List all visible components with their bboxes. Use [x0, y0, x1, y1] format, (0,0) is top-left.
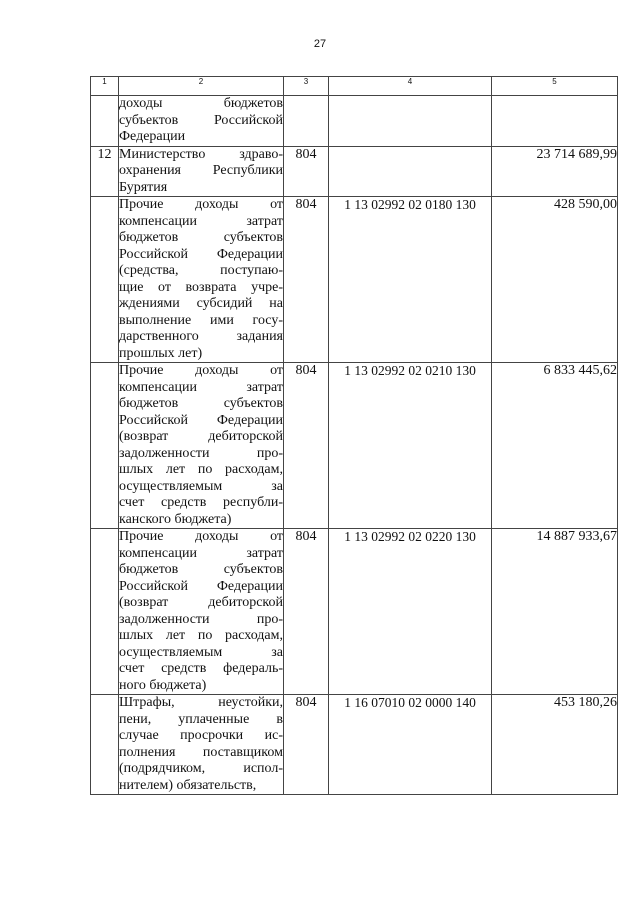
- income-name-cell: [119, 96, 284, 147]
- income-name-line: Бурятия: [119, 179, 168, 195]
- income-name-cell: [119, 197, 284, 363]
- income-name-line: Прочие доходы от: [119, 363, 283, 378]
- income-name-cell: [119, 695, 284, 795]
- table-row: [91, 146, 618, 197]
- income-name-line: Министерство здраво-: [119, 146, 283, 162]
- row-number-cell: [91, 529, 119, 695]
- income-name-line: ждениями субсидий на: [119, 296, 283, 311]
- row-number-cell: [91, 96, 119, 147]
- income-name-line: компенсации затрат: [119, 545, 283, 561]
- column-number-3: 3: [284, 77, 329, 96]
- income-name-line: (средства, поступаю-: [119, 263, 283, 278]
- income-name-line: компенсации затрат: [119, 379, 283, 395]
- budget-table: [90, 76, 618, 795]
- amount-cell: 428 590,00: [492, 197, 618, 363]
- budget-classification-code-cell: 1 16 07010 02 0000 140: [329, 695, 492, 795]
- row-number-cell: [91, 363, 119, 529]
- income-name-line: (возврат дебиторской: [119, 429, 283, 444]
- income-name-line: прошлых лет): [119, 345, 203, 361]
- income-name-cell: [119, 363, 284, 529]
- table-row: [91, 96, 618, 147]
- amount-cell: [492, 96, 618, 147]
- income-name-line: Прочие доходы от: [119, 529, 283, 544]
- income-name-line: щие от возврата учре-: [119, 279, 283, 295]
- income-name-line: охранения Республики: [119, 163, 283, 178]
- income-name-line: (подрядчиком, испол-: [119, 761, 283, 776]
- income-name-line: компенсации затрат: [119, 213, 283, 229]
- income-name-line: канского бюджета): [119, 511, 232, 527]
- column-number-2: 2: [119, 77, 284, 96]
- column-number-4: 4: [329, 77, 492, 96]
- income-name-line: субъектов Российской: [119, 112, 283, 128]
- budget-classification-code-cell: [329, 96, 492, 147]
- budget-classification-code-cell: 1 13 02992 02 0210 130: [329, 363, 492, 529]
- income-name-line: Прочие доходы от: [119, 197, 283, 212]
- row-number-cell: [91, 197, 119, 363]
- income-name-cell: [119, 529, 284, 695]
- income-name-line: Российской Федерации: [119, 412, 283, 428]
- amount-cell: 6 833 445,62: [492, 363, 618, 529]
- income-name-line: ного бюджета): [119, 677, 207, 693]
- income-name-line: доходы бюджетов: [119, 96, 283, 111]
- budget-classification-code-cell: 1 13 02992 02 0180 130: [329, 197, 492, 363]
- income-name-line: шлых лет по расходам,: [119, 628, 283, 643]
- administrator-code-cell: 804: [284, 146, 329, 197]
- income-name-line: нителем) обязательств,: [119, 777, 257, 793]
- income-name-line: осуществляемым за: [119, 478, 283, 494]
- income-name-line: пени, уплаченные в: [119, 711, 283, 727]
- row-number-cell: 12: [91, 146, 119, 197]
- row-number-cell: [91, 695, 119, 795]
- budget-classification-code-cell: 1 13 02992 02 0220 130: [329, 529, 492, 695]
- page-number: 27: [313, 38, 327, 50]
- income-name-line: задолженности про-: [119, 611, 283, 627]
- income-name-line: Российской Федерации: [119, 246, 283, 262]
- amount-cell: 453 180,26: [492, 695, 618, 795]
- column-number-1: 1: [91, 77, 119, 96]
- amount-cell: 23 714 689,99: [492, 146, 618, 197]
- income-name-line: счет средств федераль-: [119, 661, 283, 676]
- income-name-line: случае просрочки ис-: [119, 728, 283, 743]
- column-number-header-row: [91, 77, 618, 96]
- income-name-line: Штрафы, неустойки,: [119, 695, 283, 710]
- income-name-line: бюджетов субъектов: [119, 396, 283, 411]
- income-name-line: дарственного задания: [119, 329, 283, 344]
- table-row: [91, 197, 618, 363]
- income-name-line: полнения поставщиком: [119, 744, 283, 760]
- amount-cell: 14 887 933,67: [492, 529, 618, 695]
- administrator-code-cell: 804: [284, 363, 329, 529]
- income-name-line: бюджетов субъектов: [119, 562, 283, 577]
- table-row: [91, 529, 618, 695]
- income-name-line: (возврат дебиторской: [119, 595, 283, 610]
- income-name-line: Российской Федерации: [119, 578, 283, 594]
- income-name-line: счет средств республи-: [119, 495, 283, 510]
- income-name-line: осуществляемым за: [119, 644, 283, 660]
- income-name-line: выполнение ими госу-: [119, 312, 283, 328]
- administrator-code-cell: 804: [284, 529, 329, 695]
- budget-classification-code-cell: [329, 146, 492, 197]
- administrator-code-cell: 804: [284, 695, 329, 795]
- table-row: [91, 363, 618, 529]
- income-name-line: задолженности про-: [119, 445, 283, 461]
- income-name-line: бюджетов субъектов: [119, 230, 283, 245]
- income-name-cell: [119, 146, 284, 197]
- table-row: [91, 695, 618, 795]
- administrator-code-cell: 804: [284, 197, 329, 363]
- column-number-5: 5: [492, 77, 618, 96]
- income-name-line: шлых лет по расходам,: [119, 462, 283, 477]
- table-body: [91, 77, 618, 795]
- income-name-line: Федерации: [119, 129, 186, 144]
- administrator-code-cell: [284, 96, 329, 147]
